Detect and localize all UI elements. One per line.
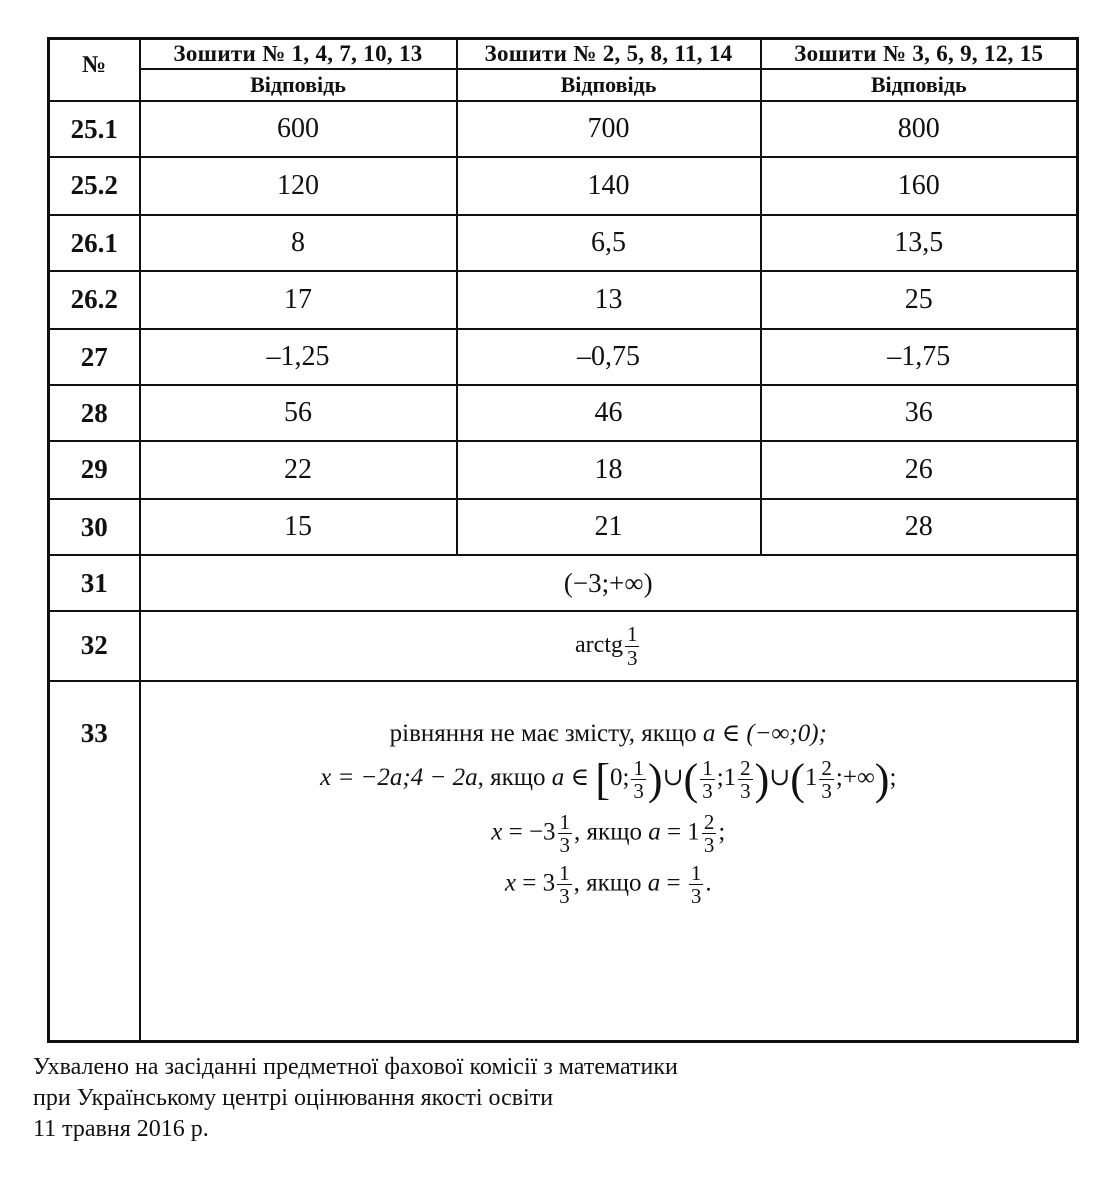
answer-cell: 800 [761,101,1078,157]
answer-cell: –1,75 [761,329,1078,385]
table-row-32 [49,611,1078,681]
table-row [49,101,1078,157]
answer-32 [140,611,1078,681]
answer-33-text-3: , якщо [574,818,642,846]
answer-33-text-1: рівняння не має змісту, якщо [389,720,697,747]
table-row [49,499,1078,555]
answer-cell: 36 [761,385,1078,441]
column-subheader-1: Відповідь [140,69,457,101]
row-number: 32 [49,611,140,681]
row-number: 26.2 [49,271,140,329]
answers-table [47,37,1079,1043]
answer-cell: 56 [140,385,457,441]
column-subheader-3: Відповідь [761,69,1078,101]
answer-cell: 160 [761,157,1078,215]
answer-33-line-1 [141,718,1077,748]
answer-cell: 26 [761,441,1078,499]
answer-31: (−3;+∞) [140,555,1078,611]
row-number: 31 [49,555,140,611]
answer-cell: 120 [140,157,457,215]
answer-cell: –0,75 [457,329,761,385]
answer-33 [140,681,1078,1042]
answer-33-text-4: , якщо [573,869,642,897]
table-row [49,441,1078,499]
table-row [49,385,1078,441]
answer-cell: 22 [140,441,457,499]
row-number: 26.1 [49,215,140,271]
answer-33-math-2: x = −2a;4 − 2a [320,764,478,792]
answer-cell: 700 [457,101,761,157]
answer-cell: 18 [457,441,761,499]
answer-cell: 13,5 [761,215,1078,271]
answer-cell: 28 [761,499,1078,555]
fraction [625,623,640,668]
answer-33-math-1: a ∈ (−∞;0); [702,720,827,747]
row-number: 30 [49,499,140,555]
answer-cell: 600 [140,101,457,157]
answer-cell: 6,5 [457,215,761,271]
answer-cell: 13 [457,271,761,329]
row-number: 25.1 [49,101,140,157]
table-row [49,215,1078,271]
answer-33-line-3: x = −3 $\frac{1}{3}$ , якщо a = 1 $\frac{2}{3}$ ; [491,810,726,858]
table-row [49,329,1078,385]
footer-line-3: 11 травня 2016 р. [33,1116,209,1142]
answer-cell: 8 [140,215,457,271]
row-number: 25.2 [49,157,140,215]
footer-line-1: Ухвалено на засіданні предметної фахової комісії з математики [33,1054,678,1080]
footer-note [33,1052,678,1145]
row-number: 28 [49,385,140,441]
answer-cell: 25 [761,271,1078,329]
column-header-2: Зошити № 2, 5, 8, 11, 14 [457,39,761,70]
answer-cell: 21 [457,499,761,555]
answer-cell: 140 [457,157,761,215]
column-subheader-2: Відповідь [457,69,761,101]
column-header-1: Зошити № 1, 4, 7, 10, 13 [140,39,457,70]
table-row-33 [49,681,1078,1042]
table-row [49,157,1078,215]
row-number: 29 [49,441,140,499]
footer-line-2: при Українському центрі оцінювання якості освіти [33,1085,554,1111]
row-number: 33 [49,681,140,1042]
row-number: 27 [49,329,140,385]
answer-33-line-2: x = −2a;4 − 2a, якщо a ∈ [0; $\frac{1}{3}$ )∪( $\frac{1}{3}$ ;1 $\frac{2}{3}$ )∪(1 $\frac{2}{3}$ ;+∞); [320,755,897,804]
answer-cell: 15 [140,499,457,555]
arctg-label: arctg [575,632,623,659]
table-row-31 [49,555,1078,611]
number-header: № [49,39,140,102]
answer-cell: 46 [457,385,761,441]
answer-cell: –1,25 [140,329,457,385]
answer-33-text-2: , якщо [477,764,546,792]
answer-33-line-4: x = 3 $\frac{1}{3}$ , якщо a = $\frac{1}{3}$ . [504,861,712,909]
answer-cell: 17 [140,271,457,329]
fraction-numerator: 1 [626,622,638,647]
column-header-3: Зошити № 3, 6, 9, 12, 15 [761,39,1078,70]
fraction-denominator: 3 [626,645,638,670]
table-row [49,271,1078,329]
